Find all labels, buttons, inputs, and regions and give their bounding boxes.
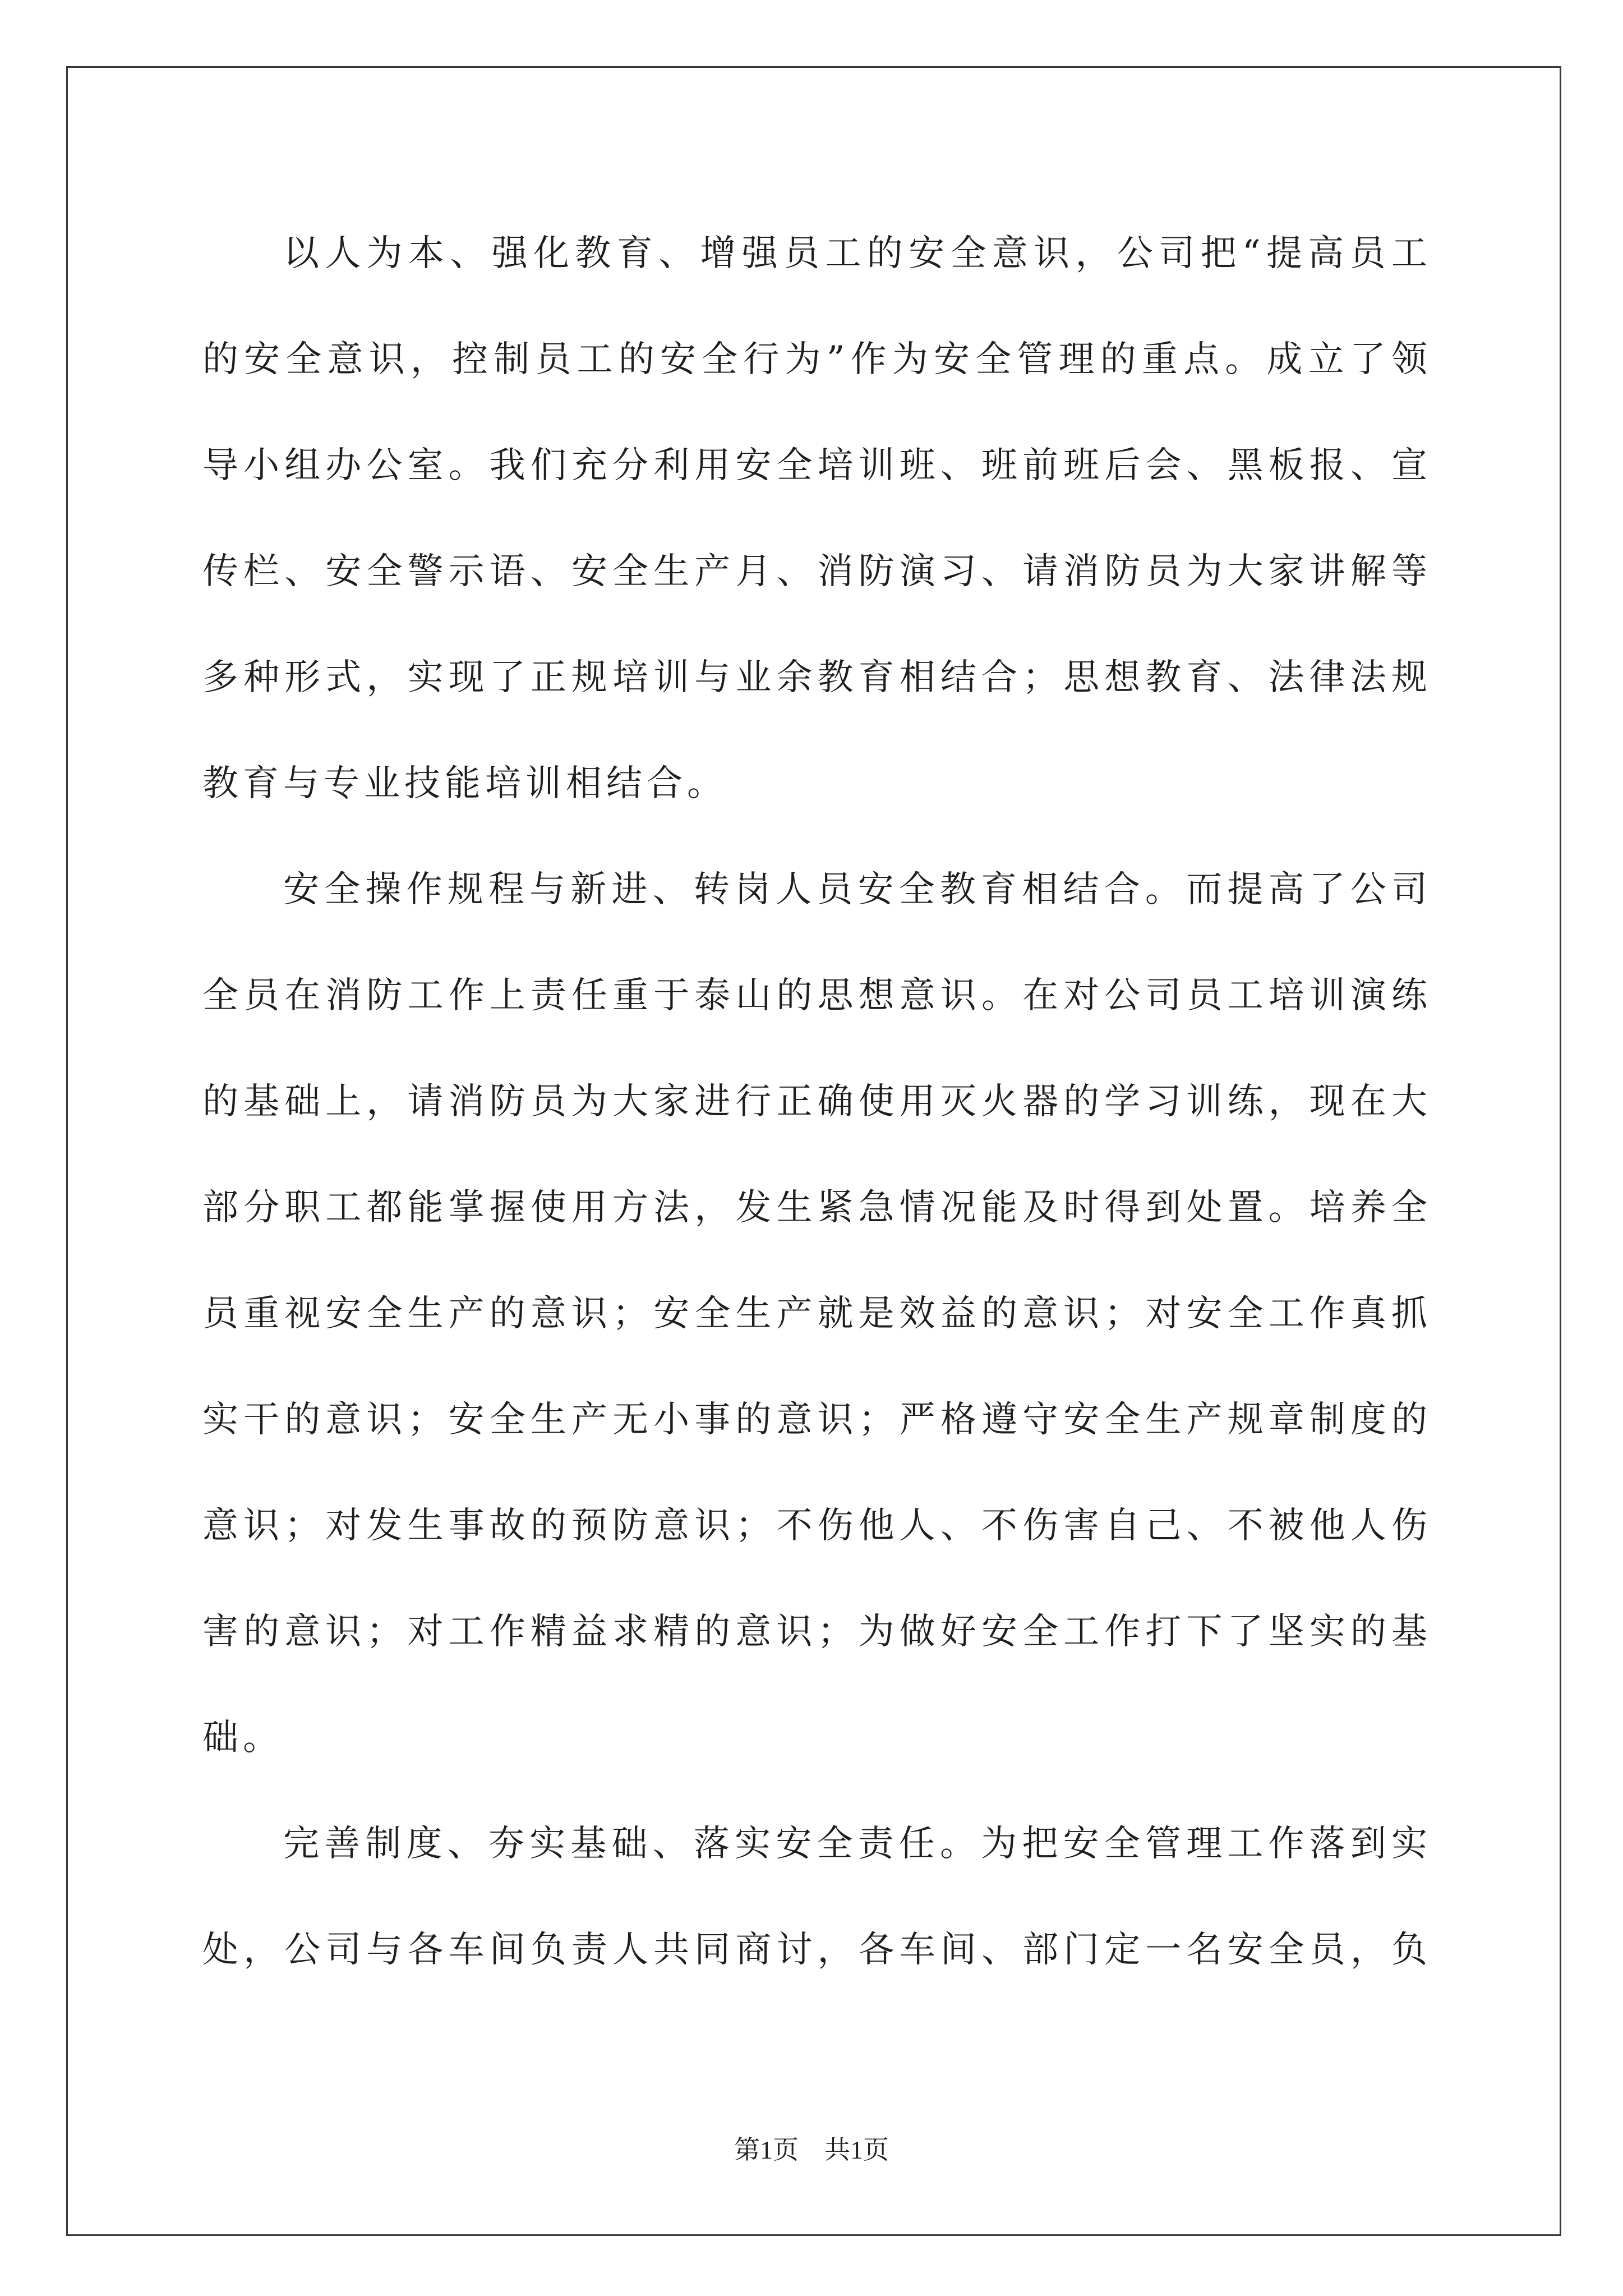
paragraph-line: 部分职工都能掌握使用方法，发生紧急情况能及时得到处置。培养全 [202, 1187, 1432, 1228]
paragraph-line: 害的意识；对工作精益求精的意识；为做好安全工作打下了坚实的基 [202, 1611, 1432, 1653]
paragraph-2 [202, 837, 1432, 1791]
paragraph-line: 实干的意识；安全生产无小事的意识；严格遵守安全生产规章制度的 [202, 1399, 1432, 1441]
paragraph-line: 员重视安全生产的意识；安全生产就是效益的意识；对安全工作真抓 [202, 1293, 1432, 1335]
paragraph-line: 全员在消防工作上责任重于泰山的思想意识。在对公司员工培训演练 [202, 975, 1432, 1016]
paragraph-line: 导小组办公室。我们充分利用安全培训班、班前班后会、黑板报、宣 [202, 445, 1432, 486]
paragraph-1 [202, 201, 1432, 837]
paragraph-line: 传栏、安全警示语、安全生产月、消防演习、请消防员为大家讲解等 [202, 551, 1432, 592]
paragraph-line: 础。 [202, 1717, 283, 1759]
paragraph-line: 意识；对发生事故的预防意识；不伤他人、不伤害自己、不被他人伤 [202, 1505, 1432, 1547]
paragraph-line: 的安全意识，控制员工的安全行为”作为安全管理的重点。成立了领 [202, 339, 1432, 380]
document-body [202, 201, 1432, 2003]
page-number: 第1页 [734, 2136, 799, 2164]
page-footer [0, 2134, 1623, 2166]
paragraph-3 [202, 1791, 1432, 2003]
paragraph-line: 完善制度、夯实基础、落实安全责任。为把安全管理工作落到实 [283, 1823, 1432, 1865]
paragraph-line: 教育与专业技能培训相结合。 [202, 763, 727, 804]
paragraph-line: 处，公司与各车间负责人共同商讨，各车间、部门定一名安全员，负 [202, 1929, 1432, 1971]
paragraph-line: 的基础上，请消防员为大家进行正确使用灭火器的学习训练，现在大 [202, 1081, 1432, 1122]
paragraph-line: 以人为本、强化教育、增强员工的安全意识，公司把“提高员工 [283, 233, 1432, 274]
page-total: 共1页 [824, 2136, 889, 2164]
paragraph-line: 多种形式，实现了正规培训与业余教育相结合；思想教育、法律法规 [202, 657, 1432, 698]
paragraph-line: 安全操作规程与新进、转岗人员安全教育相结合。而提高了公司 [283, 869, 1432, 910]
